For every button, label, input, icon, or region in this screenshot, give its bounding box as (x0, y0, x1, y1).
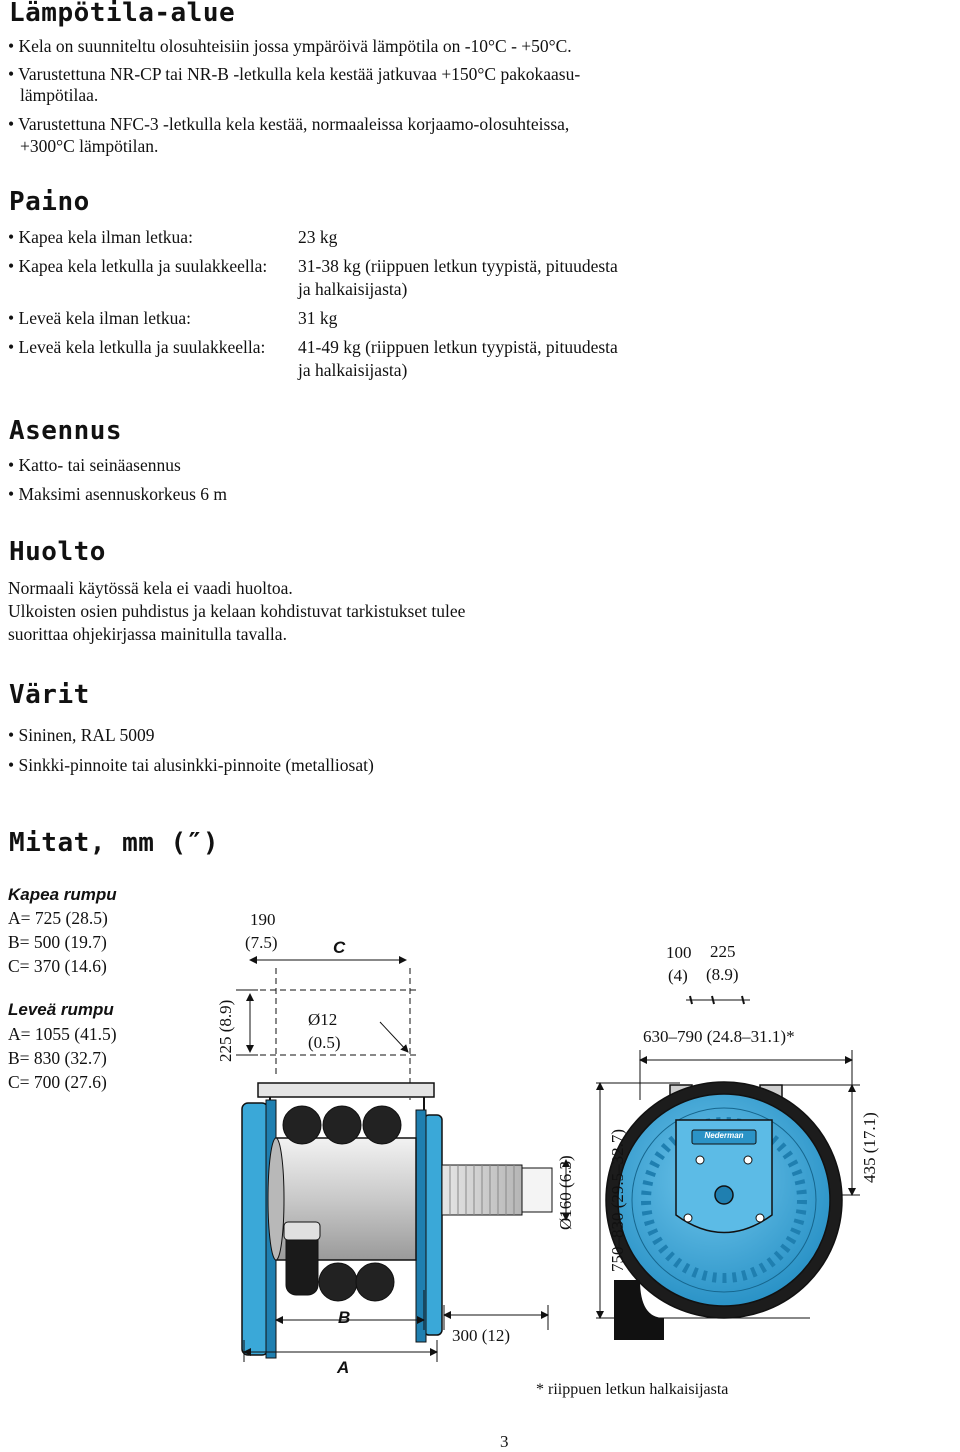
weight-row-label: • Kapea kela letkulla ja suulakkeella: (8, 256, 268, 276)
temp-bullet-3-line-2: +300°C lämpötilan. (20, 136, 159, 156)
dim-190-in: (7.5) (245, 933, 278, 952)
wide-drum-title: Leveä rumpu (8, 1000, 114, 1019)
dim-435: 435 (17.1) (860, 1112, 879, 1183)
maintenance-line-1: Normaali käytössä kela ei vaadi huoltoa. (8, 578, 293, 598)
brand-logo: Nederman (704, 1131, 744, 1140)
temp-bullet-2-line-1: • Varustettuna NR-CP tai NR-B -letkulla kela kestää jatkuvaa +150°C pakokaasu- (8, 64, 581, 84)
temp-bullet-3-line-1: • Varustettuna NFC-3 -letkulla kela kestää, normaaleissa korjaamo-olosuhteissa, (8, 114, 570, 134)
dim-225-vertical: 225 (8.9) (216, 999, 235, 1062)
side-view (236, 960, 566, 1362)
dim-300: 300 (12) (452, 1326, 511, 1345)
dim-12: Ø12 (308, 1010, 338, 1029)
wide-drum-a: A= 1055 (41.5) (8, 1024, 117, 1044)
weight-row-value: 23 kg (298, 227, 338, 247)
temp-bullet-1: • Kela on suunniteltu olosuhteisiin jossa ympäröivä lämpötila on -10°C - +50°C. (8, 36, 572, 56)
section-heading-temperature: Lämpötila-alue (9, 0, 236, 28)
colors-bullet-1: • Sininen, RAL 5009 (8, 725, 155, 745)
wide-drum-c: C= 700 (27.6) (8, 1072, 107, 1092)
temp-bullet-2-line-2: lämpötilaa. (20, 85, 99, 105)
dim-750-830: 750–830 (29.5–32.7) (608, 1128, 627, 1272)
colors-bullet-2: • Sinkki-pinnoite tai alusinkki-pinnoite (metalliosat) (8, 755, 374, 775)
maintenance-line-3: suorittaa ohjekirjassa mainitulla tavalla. (8, 624, 287, 644)
section-heading-colors: Värit (9, 680, 90, 710)
narrow-drum-c: C= 370 (14.6) (8, 956, 107, 976)
dim-190: 190 (250, 910, 276, 929)
section-heading-installation: Asennus (9, 416, 123, 446)
maintenance-line-2: Ulkoisten osien puhdistus ja kelaan kohdistuvat tarkistukset tulee (8, 601, 466, 621)
weight-row-value-cont: ja halkaisijasta) (298, 360, 408, 380)
dim-160: Ø160 (6.3) (556, 1155, 575, 1230)
weight-row-label: • Leveä kela ilman letkua: (8, 308, 191, 328)
footnote: * riippuen letkun halkaisijasta (536, 1381, 729, 1398)
dim-225: 225 (710, 942, 736, 961)
weight-row-value: 31 kg (298, 308, 338, 328)
installation-bullet-1: • Katto- tai seinäasennus (8, 455, 181, 475)
weight-row-label: • Leveä kela letkulla ja suulakkeella: (8, 337, 266, 357)
narrow-drum-title: Kapea rumpu (8, 885, 117, 904)
section-heading-weight: Paino (9, 187, 90, 217)
wide-drum-b: B= 830 (32.7) (8, 1048, 107, 1068)
dim-225-in: (8.9) (706, 965, 739, 984)
weight-row-label: • Kapea kela ilman letkua: (8, 227, 193, 247)
weight-row-value-cont: ja halkaisijasta) (298, 279, 408, 299)
weight-row-value: 31-38 kg (riippuen letkun tyypistä, pituudesta (298, 256, 618, 276)
dim-100: 100 (666, 943, 692, 962)
section-heading-maintenance: Huolto (9, 537, 106, 567)
label-b: B (338, 1308, 351, 1327)
front-view (596, 996, 860, 1340)
section-heading-dimensions: Mitat, mm (″) (9, 828, 219, 858)
installation-bullet-2: • Maksimi asennuskorkeus 6 m (8, 484, 228, 504)
dim-100-in: (4) (668, 966, 688, 985)
narrow-drum-b: B= 500 (19.7) (8, 932, 107, 952)
page-number: 3 (500, 1432, 509, 1451)
weight-row-value: 41-49 kg (riippuen letkun tyypistä, pituudesta (298, 337, 618, 357)
narrow-drum-a: A= 725 (28.5) (8, 908, 108, 928)
label-a: A (337, 1358, 350, 1377)
dim-630-790: 630–790 (24.8–31.1)* (643, 1027, 795, 1046)
label-c: C (333, 938, 346, 957)
dim-12-in: (0.5) (308, 1033, 341, 1052)
